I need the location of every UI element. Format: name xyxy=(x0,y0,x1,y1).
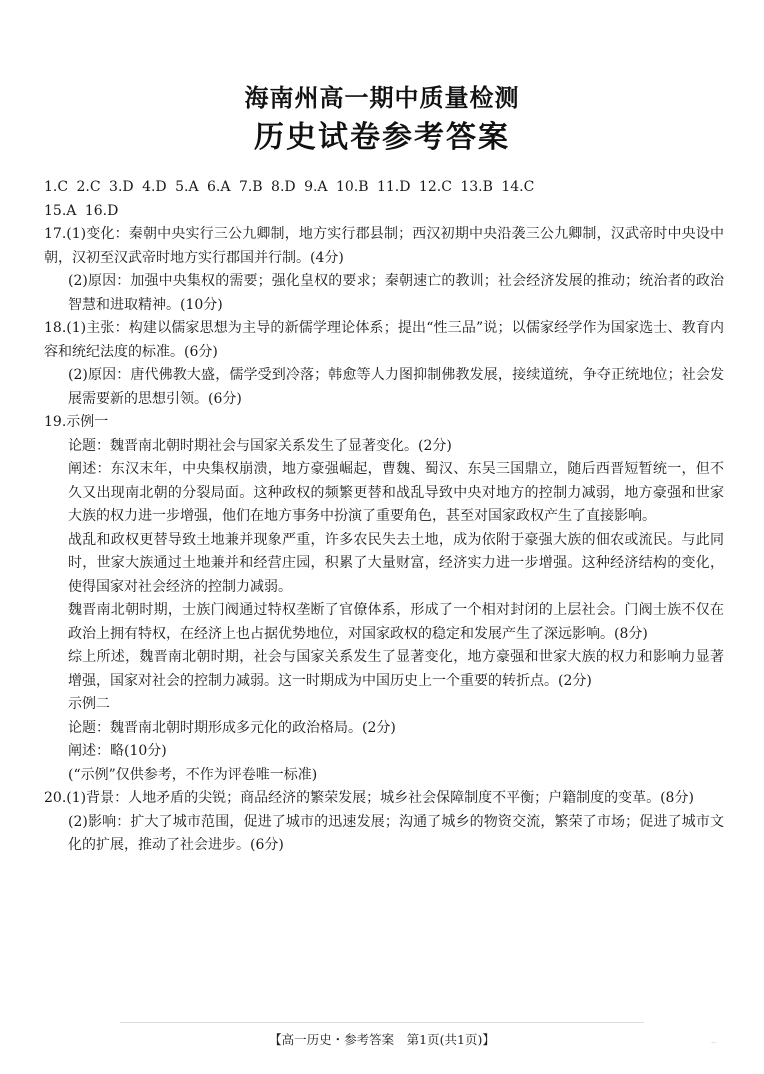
q19-paragraph-3: 魏晋南北朝时期，士族门阀通过特权垄断了官僚体系，形成了一个相对封闭的上层社会。门阀士族不仅在政治上拥有特权，在经济上也占据优势地位，对国家政权的稳定和发展产生了深远影响。(8分) xyxy=(68,602,724,642)
q18-part2: (2)原因：唐代佛教大盛，儒学受到冷落；韩愈等人力图抑制佛教发展，接续道统，争夺正统地位；社会发展需要新的思想引领。(6分) xyxy=(68,367,724,407)
q19-note: (“示例”仅供参考，不作为评卷唯一标准) xyxy=(68,766,318,783)
q19-paragraph-5: 阐述：略(10分) xyxy=(68,743,167,759)
q19-heading: 19.示例一 xyxy=(44,414,109,430)
footer-divider xyxy=(120,1022,644,1023)
choice-answers-line2: 15.A 16.D xyxy=(44,202,119,219)
q19-paragraph-2: 战乱和政权更替导致土地兼并现象严重，许多农民失去土地，成为依附于豪强大族的佃农或流民。与此同时，世家大族通过土地兼并和经营庄园，积累了大量财富，经济实力进一步增强。这种经济结构的变化，使得国家对社会经济的控制力减弱。 xyxy=(68,531,724,595)
q17-part1: 17.(1)变化：秦朝中央实行三公九卿制，地方实行郡县制；西汉初期中央沿袭三公九卿制，汉武帝时中央设中朝，汉初至汉武帝时地方实行郡国并行制。(4分) xyxy=(44,226,724,266)
q19-paragraph-4: 综上所述，魏晋南北朝时期，社会与国家关系发生了显著变化，地方豪强和世家大族的权力和影响力显著增强，国家对社会的控制力减弱。这一时期成为中国历史上一个重要的转折点。(2分) xyxy=(68,649,724,689)
q19-example2-heading: 示例二 xyxy=(68,696,110,712)
exam-title: 海南州高一期中质量检测 xyxy=(244,84,520,112)
choice-answers-line1: 1.C 2.C 3.D 4.D 5.A 6.A 7.B 8.D 9.A 10.B 11.D 12.C 13.B 14.C xyxy=(44,179,535,195)
q19-thesis-2: 论题：魏晋南北朝时期形成多元化的政治格局。(2分) xyxy=(68,719,396,736)
scan-mark: .. xyxy=(710,1036,716,1045)
answer-content xyxy=(44,176,724,858)
q20-part2: (2)影响：扩大了城市范围，促进了城市的迅速发展；沟通了城乡的物资交流，繁荣了市场；促进了城市文化的扩展，推动了社会进步。(6分) xyxy=(68,813,724,853)
q19-thesis-1: 论题：魏晋南北朝时期社会与国家关系发生了显著变化。(2分) xyxy=(68,437,452,454)
page-footer: 【高一历史・参考答案 第1页(共1页)】 xyxy=(269,1032,495,1047)
document-title: 历史试卷参考答案 xyxy=(254,120,510,155)
q17-part2: (2)原因：加强中央集权的需要；强化皇权的要求；秦朝速亡的教训；社会经济发展的推动；统治者的政治智慧和进取精神。(10分) xyxy=(68,273,724,313)
q18-part1: 18.(1)主张：构建以儒家思想为主导的新儒学理论体系；提出“性三品”说；以儒家经学作为国家选士、教育内容和统纪法度的标准。(6分) xyxy=(44,320,724,360)
q19-paragraph-1: 阐述：东汉末年，中央集权崩溃，地方豪强崛起，曹魏、蜀汉、东吴三国鼎立，随后西晋短暂统一，但不久又出现南北朝的分裂局面。这种政权的频繁更替和战乱导致中央对地方的控制力减弱，地方豪强和世家大族的权力进一步增强，他们在地方事务中扮演了重要角色，甚至对国家政权产生了直接影响。 xyxy=(68,461,724,524)
q20-part1: 20.(1)背景：人地矛盾的尖锐；商品经济的繁荣发展；城乡社会保障制度不平衡；户籍制度的变革。(8分) xyxy=(44,790,694,806)
